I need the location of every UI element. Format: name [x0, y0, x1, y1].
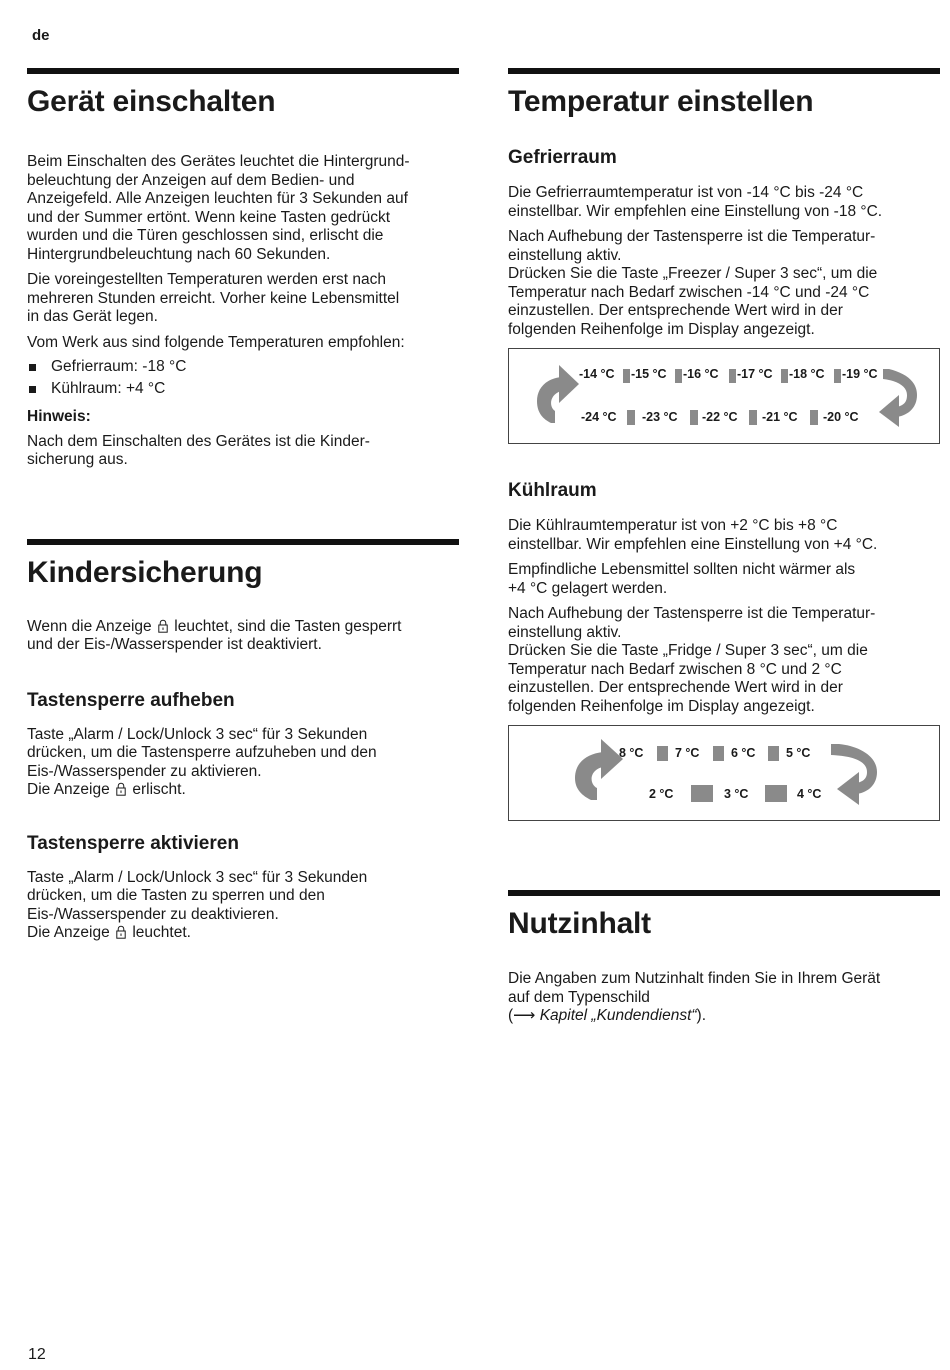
- fridge-display-sequence-diagram: [508, 725, 940, 821]
- separator-square: [834, 369, 841, 383]
- fridge-temp-label: 5 °C: [786, 746, 811, 760]
- separator-square: [623, 369, 630, 383]
- separator-square: [749, 410, 757, 425]
- paragraph-kindersicherung: Wenn die Anzeige leuchtet, sind die Tasten gesperrt und der Eis-/Wasserspender ist deaktiviert.: [27, 617, 402, 653]
- freezer-temp-label: -23 °C: [642, 410, 678, 424]
- fridge-temp-label: 7 °C: [675, 746, 700, 760]
- subsection-title-gefrierraum: Gefrierraum: [508, 147, 617, 168]
- paragraph-einschalten: Beim Einschalten des Gerätes leuchtet die Hintergrund- beleuchtung der Anzeigen auf dem Bedien- und Anzeigefeld. Alle Anzeigen leuchten für 3 Sekunden auf und der Summer ertönt. Wenn keine Tasten gedrückt wurden und die Türen geschlossen sind, erlischt die Hintergrundbeleuchtung nach 60 Sekunden.: [27, 153, 410, 263]
- left-column: [27, 68, 459, 943]
- paragraph-voreingestellt: Die voreingestellten Temperaturen werden erst nach mehreren Stunden erreicht. Vorher keine Lebensmittel in das Gerät legen.: [27, 271, 400, 325]
- separator-square: [765, 785, 787, 802]
- chapter-reference-link[interactable]: Kapitel „Kundendienst“: [539, 1007, 697, 1024]
- section-title-temperatur-einstellen: Temperatur einstellen: [508, 85, 814, 118]
- paragraph-gefrierraum-einstellen: Nach Aufhebung der Tastensperre ist die Temperatur- einstellung aktiv. Drücken Sie die Taste „Freezer / Super 3 sec“, um die Temperatur nach Bedarf zwischen -14 °C und -24 °C einzustellen. Der entsprechende Wert wird in der folgenden Reihenfolge im Display angezeigt.: [508, 228, 878, 338]
- freezer-temp-label: -22 °C: [702, 410, 738, 424]
- cycle-arrow-right-icon: [869, 365, 925, 429]
- language-code: de: [32, 27, 50, 44]
- separator-square: [768, 746, 779, 761]
- paragraph-kuehlraum-lebensmittel: Empfindliche Lebensmittel sollten nicht wärmer als +4 °C gelagert werden.: [508, 561, 856, 597]
- paragraph-kuehlraum-bereich: Die Kühlraumtemperatur ist von +2 °C bis +8 °C einstellbar. Wir empfehlen eine Einstellung von +4 °C.: [508, 517, 878, 553]
- fridge-temp-label: 2 °C: [649, 787, 674, 801]
- subsection-title-tastensperre-aufheben: Tastensperre aufheben: [27, 689, 235, 711]
- freezer-temp-label: -14 °C: [579, 367, 615, 381]
- recommended-temperatures-list: [27, 356, 459, 400]
- paragraph-gefrierraum-bereich: Die Gefrierraumtemperatur ist von -14 °C bis -24 °C einstellbar. Wir empfehlen eine Einstellung von -18 °C.: [508, 184, 883, 220]
- freezer-temp-label: -18 °C: [789, 367, 825, 381]
- paragraph-tastensperre-aktivieren: Taste „Alarm / Lock/Unlock 3 sec“ für 3 Sekunden drücken, um die Tasten zu sperren und den Eis-/Wasserspender zu deaktivieren. Die Anzeige leuchtet.: [27, 868, 368, 941]
- section-title-nutzinhalt: Nutzinhalt: [508, 907, 651, 940]
- fridge-temp-label: 3 °C: [724, 787, 749, 801]
- list-item: Kühlraum: +4 °C: [27, 378, 459, 400]
- freezer-temp-label: -17 °C: [737, 367, 773, 381]
- lock-icon: [158, 619, 168, 633]
- paragraph-tastensperre-aufheben: Taste „Alarm / Lock/Unlock 3 sec“ für 3 Sekunden drücken, um die Tastensperre aufzuheben und den Eis-/Wasserspender zu aktivieren. Die Anzeige erlischt.: [27, 725, 377, 798]
- reference-arrow-icon: ⟶: [513, 1007, 536, 1024]
- separator-square: [781, 369, 788, 383]
- freezer-display-sequence-diagram: [508, 348, 940, 444]
- section-title-geraet-einschalten: Gerät einschalten: [27, 85, 276, 118]
- lock-icon: [116, 782, 126, 796]
- section-rule: [508, 68, 940, 74]
- separator-square: [691, 785, 713, 802]
- subsection-title-tastensperre-aktivieren: Tastensperre aktivieren: [27, 832, 239, 854]
- freezer-temp-label: -24 °C: [581, 410, 617, 424]
- separator-square: [713, 746, 724, 761]
- freezer-temp-label: -21 °C: [762, 410, 798, 424]
- freezer-temp-label: -20 °C: [823, 410, 859, 424]
- section-rule: [27, 539, 459, 545]
- list-item: Gefrierraum: -18 °C: [27, 356, 459, 378]
- separator-square: [657, 746, 668, 761]
- freezer-temp-label: -16 °C: [683, 367, 719, 381]
- cycle-arrow-right-icon: [827, 740, 883, 806]
- page-number: 12: [28, 1346, 46, 1363]
- separator-square: [810, 410, 818, 425]
- freezer-temp-label: -15 °C: [631, 367, 667, 381]
- subsection-title-kuehlraum: Kühlraum: [508, 480, 597, 501]
- note-text: Nach dem Einschalten des Gerätes ist die Kinder- sicherung aus.: [27, 432, 370, 468]
- paragraph-nutzinhalt: Die Angaben zum Nutzinhalt finden Sie in Ihrem Gerät auf dem Typenschild (⟶ Kapitel „Kundendienst“).: [508, 970, 881, 1024]
- fridge-temp-label: 4 °C: [797, 787, 822, 801]
- separator-square: [729, 369, 736, 383]
- note-label: Hinweis:: [27, 408, 91, 425]
- separator-square: [675, 369, 682, 383]
- fridge-temp-label: 6 °C: [731, 746, 756, 760]
- section-rule: [508, 890, 940, 896]
- separator-square: [690, 410, 698, 425]
- section-rule: [27, 68, 459, 74]
- separator-square: [627, 410, 635, 425]
- section-title-kindersicherung: Kindersicherung: [27, 555, 263, 589]
- paragraph-kuehlraum-einstellen: Nach Aufhebung der Tastensperre ist die Temperatur- einstellung aktiv. Drücken Sie die Taste „Fridge / Super 3 sec“, um die Temperatur nach Bedarf zwischen 8 °C und 2 °C einzustellen. Der entsprechende Wert wird in der folgenden Reihenfolge im Display angezeigt.: [508, 605, 876, 715]
- fridge-temp-label: 8 °C: [619, 746, 644, 760]
- right-column: [508, 68, 940, 1026]
- lock-icon: [116, 925, 126, 939]
- paragraph-empfohlen: Vom Werk aus sind folgende Temperaturen empfohlen:: [27, 333, 405, 351]
- freezer-temp-label: -19 °C: [842, 367, 878, 381]
